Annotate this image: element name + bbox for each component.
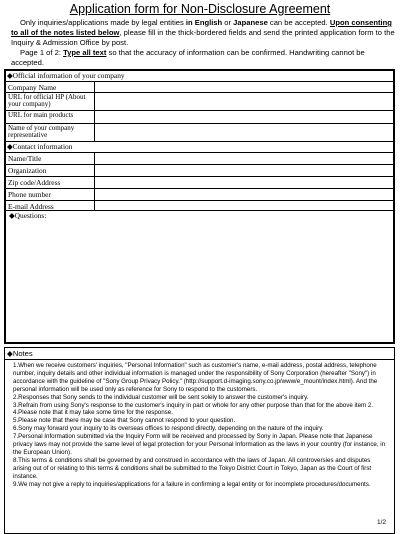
row-representative xyxy=(6,124,393,142)
field-email[interactable] xyxy=(95,201,393,210)
label-url-products: URL for main products xyxy=(6,111,95,123)
intro-text xyxy=(11,18,395,68)
notes-header: ◆Notes xyxy=(5,348,394,360)
notes-list xyxy=(5,360,394,489)
label-representative: Name of your company representative xyxy=(6,124,95,141)
intro-text-run: or xyxy=(222,18,234,27)
label-email: E-mail Address xyxy=(6,201,95,210)
section-official-info: ◆Official information of your company xyxy=(6,71,393,82)
section-contact-info: ◆Contact information xyxy=(6,142,393,153)
intro-text-run: Page 1 of 2: xyxy=(20,48,64,57)
intro-paragraph-1 xyxy=(11,18,395,48)
field-name-title[interactable] xyxy=(95,153,393,164)
field-company-name[interactable] xyxy=(95,82,393,92)
page-title: Application form for Non-Disclosure Agreement xyxy=(69,2,331,16)
label-organization: Organization xyxy=(6,165,95,176)
row-url-products xyxy=(6,111,393,124)
field-url-products[interactable] xyxy=(95,111,393,123)
application-form xyxy=(4,69,395,344)
note-item: 7.Personal Information submitted via the Inquiry Form will be received and processed by Sony in Japan. Please note that Japanese privacy laws may not provide the same level of legal protection for your Personal Information as the laws in your country (for instance, in the European Union). xyxy=(13,433,386,456)
note-item: 5.Please note that there may be case that Sony cannot respond to your question. xyxy=(13,417,236,425)
intro-text-run: , please fill in the thick-bordered fields and send the printed application form to the Inquiry & Admission Office by post. xyxy=(11,28,395,47)
intro-emphasis-consent: Upon consenting to all of the notes listed below xyxy=(11,18,392,37)
note-item: 9.We may not give a reply to inquiries/applications for a failure in confirming a legal entity or for incomplete procedures/documents. xyxy=(13,480,371,488)
row-organization xyxy=(6,165,393,177)
intro-emphasis-japanese: Japanese xyxy=(233,18,268,27)
field-phone[interactable] xyxy=(95,189,393,200)
field-url-official[interactable] xyxy=(95,93,393,110)
field-representative[interactable] xyxy=(95,124,393,141)
note-item: 1.When we receive customers' inquiries, "Personal Information" such as customer's name, e-mail address, postal address, telephone number, inquiry details and other individual information is managed under the responsibility of Sony Corporation (hereafter "Sony") in accordance with the guideline of "Sony Group Privacy Policy." (http://support.d-imaging.sony.co.jp/www/e_mount/index.html). And the personal information will be used only as reference for Sony to respond to the customers. xyxy=(13,362,378,393)
row-name-title xyxy=(6,153,393,165)
page-number: 1/2 xyxy=(376,519,386,526)
note-item: 2.Responses that Sony sends to the individual customer will be sent solely to answer the customer's inquiry. xyxy=(13,393,309,401)
note-item: 3.Refrain from using Sony's response to the customer's inquiry in part or whole for any other purpose than that for the above item 2. xyxy=(13,401,374,409)
row-url-official xyxy=(6,93,393,111)
label-zip-address: Zip code/Address xyxy=(6,177,95,188)
label-questions: ◆Questions: xyxy=(9,211,47,220)
label-url-official: URL for official HP (About your company) xyxy=(6,93,95,110)
note-item: 6.Sony may forward your inquiry to its overseas offices to respond directly, depending on the nature of the inquiry. xyxy=(13,425,324,433)
label-name-title: Name/Title xyxy=(6,153,95,164)
questions-area[interactable] xyxy=(6,211,393,341)
row-company-name xyxy=(6,82,393,93)
row-phone xyxy=(6,189,393,201)
label-company-name: Company Name xyxy=(6,82,95,92)
intro-text-run: Only inquiries/applications made by legal entities xyxy=(20,18,186,27)
intro-emphasis-english: in English xyxy=(185,18,223,27)
notes-box xyxy=(4,347,395,534)
intro-paragraph-2 xyxy=(11,48,395,68)
note-item: 8.This terms & conditions shall be governed by and construed in accordance with the laws of Japan. All controversies and disputes arising out of or relating to this terms & conditions shall be submitted to the Tokyo District Court in Tokyo, Japan as the Court of first instance. xyxy=(13,456,372,480)
label-phone: Phone number xyxy=(6,189,95,200)
intro-text-run: can be accepted. xyxy=(267,18,330,27)
field-organization[interactable] xyxy=(95,165,393,176)
intro-emphasis-type: Type all text xyxy=(63,48,107,57)
row-email xyxy=(6,201,393,211)
intro-text-run: so that the accuracy of information can be confirmed. Handwriting cannot be accepted. xyxy=(11,48,365,67)
row-zip-address xyxy=(6,177,393,189)
field-zip-address[interactable] xyxy=(95,177,393,188)
note-item: 4.Please note that it may take some time for the response. xyxy=(13,409,173,417)
